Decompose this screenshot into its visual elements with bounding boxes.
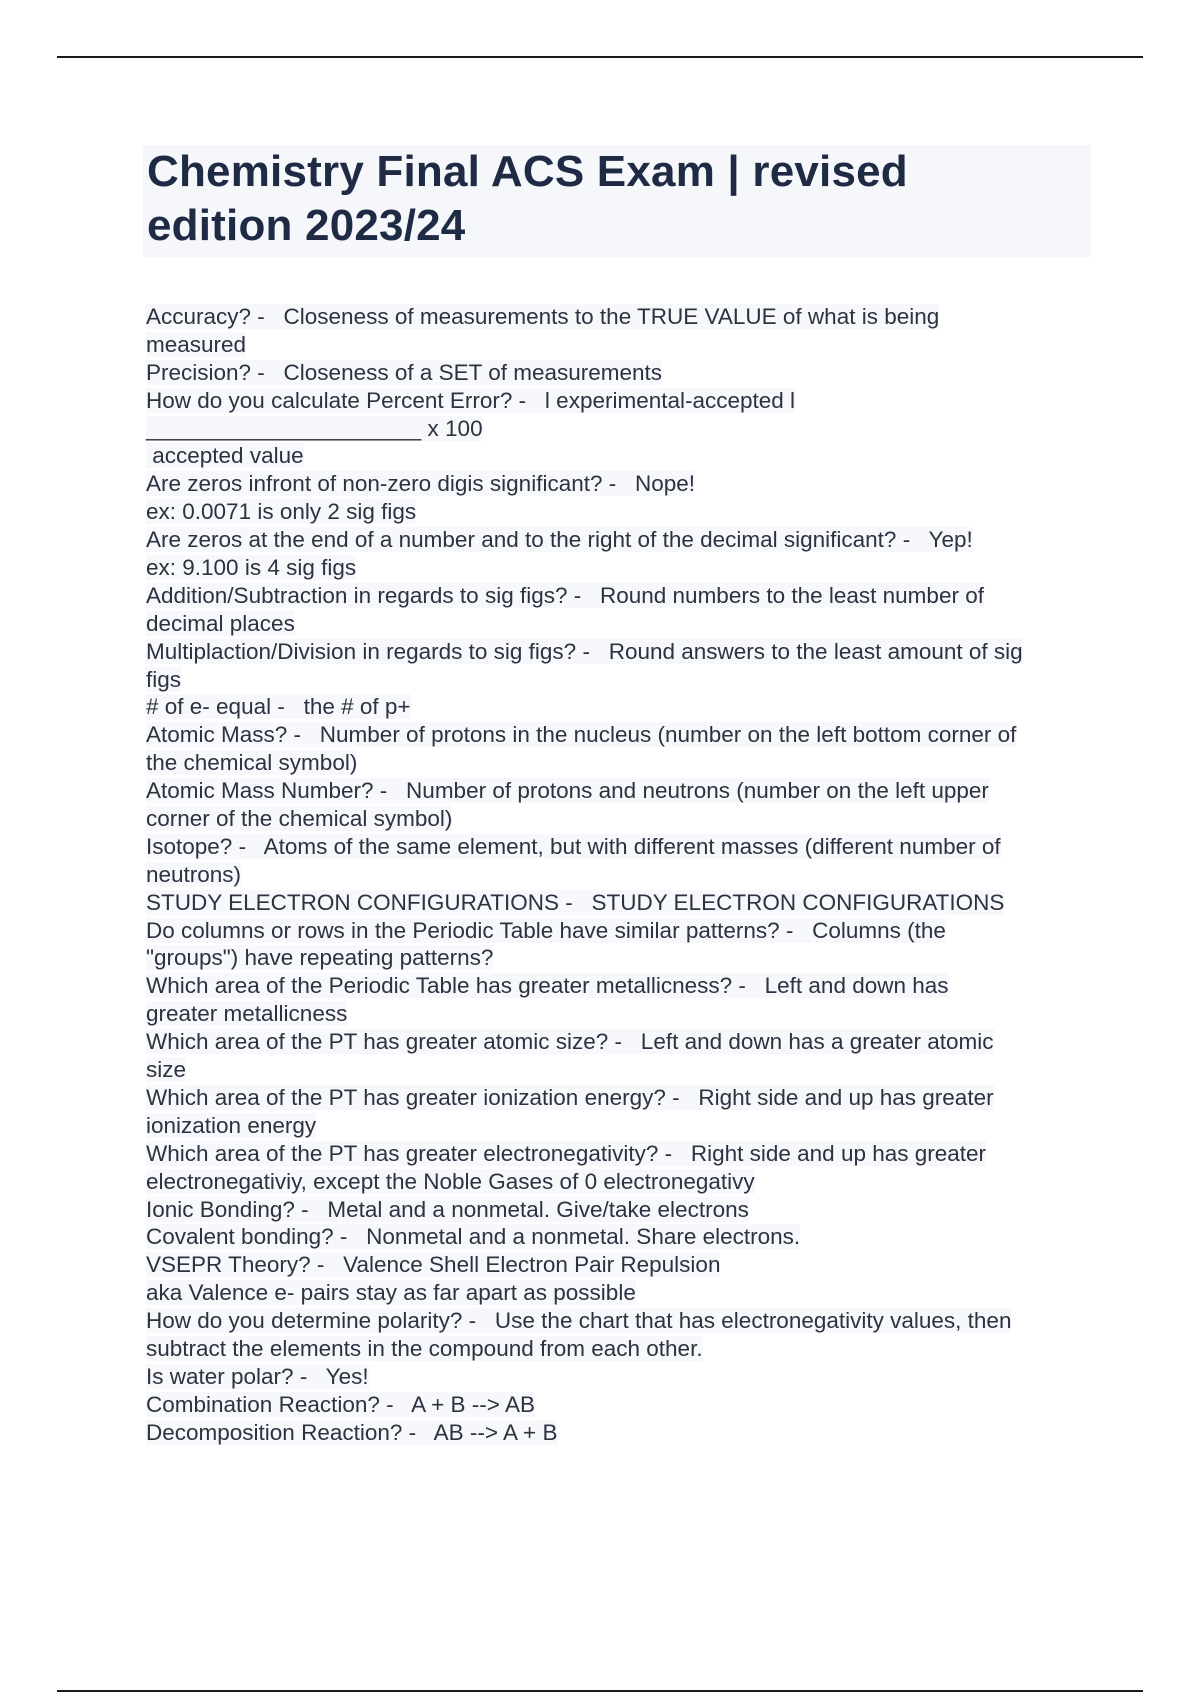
flashcard-line	[146, 1168, 1094, 1196]
flashcard-text: Atomic Mass Number? - Number of protons and neutrons (number on the left upper	[146, 778, 989, 804]
flashcard-line	[146, 610, 1094, 638]
flashcard-text: Covalent bonding? - Nonmetal and a nonmetal. Share electrons.	[146, 1224, 801, 1250]
flashcard-line	[146, 582, 1094, 610]
flashcard-text: Is water polar? - Yes!	[146, 1363, 369, 1389]
flashcard-line	[146, 693, 1094, 721]
flashcard-text: measured	[146, 331, 247, 357]
flashcard-text: Which area of the PT has greater atomic size? - Left and down has a greater atomic	[146, 1029, 994, 1055]
flashcard-text: Are zeros at the end of a number and to the right of the decimal significant? - Yep!	[146, 527, 973, 553]
flashcard-text: ______________________ x 100	[146, 415, 483, 441]
flashcard-text: Precision? - Closeness of a SET of measurements	[146, 359, 663, 385]
flashcard-text: VSEPR Theory? - Valence Shell Electron Pair Repulsion	[146, 1252, 721, 1278]
flashcard-line	[146, 944, 1094, 972]
flashcard-text: Ionic Bonding? - Metal and a nonmetal. Give/take electrons	[146, 1196, 749, 1222]
header-rule	[57, 56, 1143, 58]
flashcard-line	[146, 1084, 1094, 1112]
flashcard-text: size	[146, 1057, 187, 1083]
flashcard-line	[146, 554, 1094, 582]
flashcard-text: Which area of the PT has greater ionization energy? - Right side and up has greater	[146, 1084, 994, 1110]
flashcard-text: Isotope? - Atoms of the same element, but with different masses (different number of	[146, 833, 1001, 859]
footer-rule	[57, 1690, 1143, 1692]
flashcard-text: Accuracy? - Closeness of measurements to the TRUE VALUE of what is being	[146, 304, 940, 329]
flashcard-line	[146, 749, 1094, 777]
flashcard-text: electronegativiy, except the Noble Gases of 0 electronegativy	[146, 1168, 755, 1194]
flashcard-line	[146, 1000, 1094, 1028]
flashcard-line	[146, 805, 1094, 833]
flashcard-line	[146, 1335, 1094, 1363]
flashcard-text: How do you determine polarity? - Use the chart that has electronegativity values, then	[146, 1308, 1012, 1334]
flashcard-text: Which area of the PT has greater electronegativity? - Right side and up has greater	[146, 1140, 987, 1166]
flashcard-text: corner of the chemical symbol)	[146, 806, 453, 832]
flashcard-line	[146, 861, 1094, 889]
flashcard-text: Atomic Mass? - Number of protons in the nucleus (number on the left bottom corner of	[146, 722, 1017, 748]
flashcard-line	[146, 303, 1094, 331]
flashcard-line	[146, 1279, 1094, 1307]
flashcard-text: figs	[146, 666, 182, 692]
flashcard-line	[146, 1223, 1094, 1251]
document-title	[143, 145, 1091, 253]
flashcard-line	[146, 917, 1094, 945]
flashcard-text: subtract the elements in the compound from each other.	[146, 1335, 703, 1361]
flashcard-line	[146, 526, 1094, 554]
flashcard-text: Which area of the Periodic Table has greater metallicness? - Left and down has	[146, 973, 949, 999]
flashcard-line	[146, 1391, 1094, 1419]
flashcard-line	[146, 1307, 1094, 1335]
flashcard-text: Are zeros infront of non-zero digis significant? - Nope!	[146, 471, 696, 497]
flashcard-text: neutrons)	[146, 861, 242, 887]
flashcard-line	[146, 972, 1094, 1000]
flashcard-line	[146, 777, 1094, 805]
flashcard-text: "groups") have repeating patterns?	[146, 945, 494, 971]
flashcard-text: Addition/Subtraction in regards to sig figs? - Round numbers to the least number of	[146, 582, 984, 608]
flashcard-line	[146, 359, 1094, 387]
flashcard-text: Do columns or rows in the Periodic Table have similar patterns? - Columns (the	[146, 917, 946, 943]
title-block	[143, 145, 1091, 257]
flashcard-line	[146, 1363, 1094, 1391]
flashcard-line	[146, 638, 1094, 666]
flashcard-text: the chemical symbol)	[146, 750, 358, 776]
flashcard-line	[146, 721, 1094, 749]
flashcard-text: greater metallicness	[146, 1001, 348, 1027]
flashcard-text: decimal places	[146, 610, 295, 636]
flashcard-text: ex: 9.100 is 4 sig figs	[146, 555, 357, 581]
flashcard-line	[146, 442, 1094, 470]
flashcard-text: ex: 0.0071 is only 2 sig figs	[146, 499, 417, 525]
flashcard-line	[146, 415, 1094, 443]
flashcard-list	[146, 303, 1094, 1447]
flashcard-line	[146, 1028, 1094, 1056]
flashcard-line	[146, 833, 1094, 861]
flashcard-text: # of e- equal - the # of p+	[146, 694, 411, 720]
flashcard-text: How do you calculate Percent Error? - l experimental-accepted l	[146, 387, 796, 413]
flashcard-line	[146, 889, 1094, 917]
flashcard-line	[146, 387, 1094, 415]
flashcard-line	[146, 498, 1094, 526]
flashcard-line	[146, 331, 1094, 359]
flashcard-line	[146, 470, 1094, 498]
flashcard-text: Decomposition Reaction? - AB --> A + B	[146, 1419, 558, 1445]
flashcard-text: Combination Reaction? - A + B --> AB	[146, 1391, 535, 1417]
flashcard-line	[146, 1196, 1094, 1224]
flashcard-line	[146, 1251, 1094, 1279]
flashcard-line	[146, 1112, 1094, 1140]
flashcard-line	[146, 1419, 1094, 1447]
title-line: Chemistry Final ACS Exam | revised	[147, 147, 908, 196]
flashcard-line	[146, 1140, 1094, 1168]
flashcard-line	[146, 1056, 1094, 1084]
flashcard-line	[146, 666, 1094, 694]
flashcard-text: Multiplaction/Division in regards to sig figs? - Round answers to the least amount of sig	[146, 638, 1023, 664]
flashcard-text: ionization energy	[146, 1112, 317, 1138]
flashcard-text: STUDY ELECTRON CONFIGURATIONS - STUDY ELECTRON CONFIGURATIONS	[146, 889, 1005, 915]
flashcard-text: aka Valence e- pairs stay as far apart as possible	[146, 1280, 636, 1306]
flashcard-text: accepted value	[146, 443, 304, 469]
title-line: edition 2023/24	[147, 201, 466, 250]
